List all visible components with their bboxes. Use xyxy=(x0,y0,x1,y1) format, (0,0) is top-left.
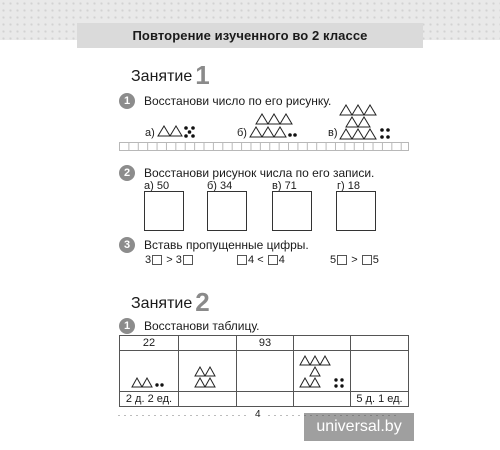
task-badge: 2 xyxy=(119,165,135,181)
number-item: а) 50 xyxy=(144,180,170,192)
triangles-figure-b xyxy=(250,113,300,139)
blank-square[interactable] xyxy=(183,255,193,265)
table-cell[interactable]: 2 д. 2 ед. xyxy=(120,392,179,407)
triangles-figure-c xyxy=(340,104,396,140)
table-row xyxy=(120,351,409,392)
task-instruction: Вставь пропущенные цифры. xyxy=(144,238,309,252)
comparison-expression xyxy=(330,254,379,266)
table-cell[interactable] xyxy=(294,351,351,392)
table-cell[interactable] xyxy=(237,351,294,392)
digit: 4 xyxy=(278,254,285,266)
answer-cell-strip[interactable] xyxy=(119,142,409,151)
operator: < xyxy=(257,254,264,266)
lesson-number: 1 xyxy=(195,60,210,90)
blank-square[interactable] xyxy=(337,255,347,265)
lesson-word: Занятие xyxy=(131,295,193,312)
watermark: universal.by xyxy=(304,413,414,441)
blank-square[interactable] xyxy=(152,255,162,265)
drawing-box[interactable] xyxy=(144,191,184,231)
operator: > xyxy=(351,254,358,266)
digit: 3 xyxy=(175,254,182,266)
triangles-figure xyxy=(195,365,221,389)
digit: 3 xyxy=(145,254,152,266)
drawing-box[interactable] xyxy=(207,191,247,231)
table-cell[interactable] xyxy=(351,336,409,351)
lesson-1-title xyxy=(131,60,210,90)
option-label-b: б) xyxy=(237,127,247,139)
task-instruction: Восстанови число по его рисунку. xyxy=(144,94,332,108)
comparison-expression xyxy=(145,254,194,266)
table-cell[interactable]: 93 xyxy=(237,336,294,351)
number-table xyxy=(119,335,409,407)
page-number: 4 xyxy=(255,409,261,420)
task-instruction: Восстанови рисунок числа по его записи. xyxy=(144,166,375,180)
number-item: в) 71 xyxy=(272,180,297,192)
table-cell[interactable] xyxy=(179,351,237,392)
table-cell[interactable] xyxy=(179,392,237,407)
triangles-figure-a xyxy=(158,124,198,138)
comparison-expression xyxy=(236,254,285,266)
number-item: б) 34 xyxy=(207,180,233,192)
triangles-figure xyxy=(132,376,172,388)
drawing-box[interactable] xyxy=(336,191,376,231)
table-cell[interactable] xyxy=(179,336,237,351)
task-instruction: Восстанови таблицу. xyxy=(144,319,260,333)
digit: 5 xyxy=(330,254,337,266)
operator: > xyxy=(166,254,173,266)
table-row xyxy=(120,392,409,407)
task-badge: 1 xyxy=(119,318,135,334)
page-header xyxy=(77,23,423,48)
task-badge: 3 xyxy=(119,237,135,253)
table-cell[interactable] xyxy=(294,392,351,407)
number-item: г) 18 xyxy=(337,180,360,192)
digit: 5 xyxy=(372,254,379,266)
table-cell[interactable] xyxy=(237,392,294,407)
task-badge: 1 xyxy=(119,93,135,109)
table-cell[interactable]: 22 xyxy=(120,336,179,351)
option-label-c: в) xyxy=(328,127,338,139)
blank-square[interactable] xyxy=(362,255,372,265)
table-cell[interactable]: 5 д. 1 ед. xyxy=(351,392,409,407)
blank-square[interactable] xyxy=(237,255,247,265)
table-cell[interactable] xyxy=(120,351,179,392)
option-label-a: а) xyxy=(145,127,155,139)
table-cell[interactable] xyxy=(351,351,409,392)
lesson-number: 2 xyxy=(195,287,210,317)
triangles-figure xyxy=(300,354,346,390)
table-row xyxy=(120,336,409,351)
table-cell[interactable] xyxy=(294,336,351,351)
digit: 4 xyxy=(248,254,255,266)
footer-dots-left xyxy=(116,414,250,416)
blank-square[interactable] xyxy=(268,255,278,265)
page-title: Повторение изученного во 2 классе xyxy=(132,28,368,43)
lesson-2-title xyxy=(131,287,210,317)
lesson-word: Занятие xyxy=(131,68,193,85)
drawing-box[interactable] xyxy=(272,191,312,231)
